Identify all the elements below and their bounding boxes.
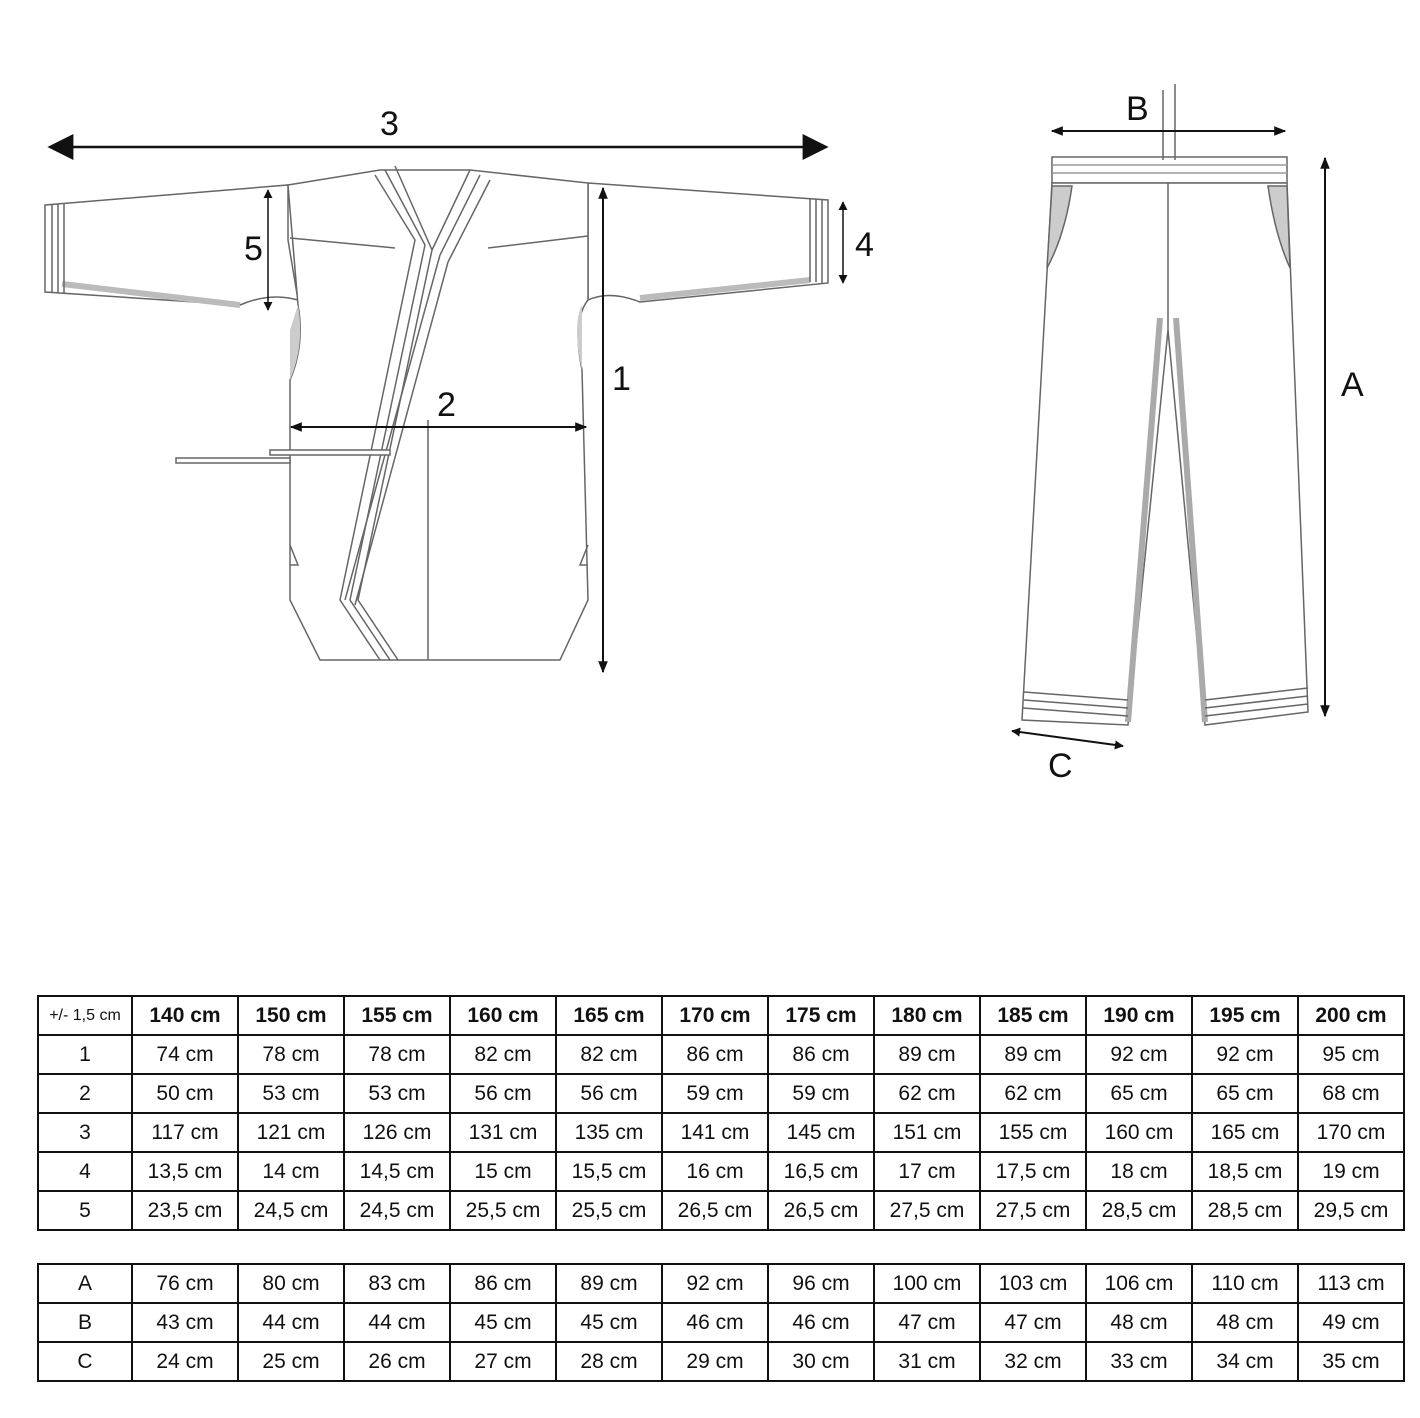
table-cell: 18 cm (1086, 1152, 1192, 1191)
table-cell: 80 cm (238, 1264, 344, 1303)
size-header: 140 cm (132, 996, 238, 1035)
size-header: 185 cm (980, 996, 1086, 1035)
table-cell: 14 cm (238, 1152, 344, 1191)
table-cell: 27,5 cm (980, 1191, 1086, 1230)
table-cell: 145 cm (768, 1113, 874, 1152)
table-cell: 48 cm (1192, 1303, 1298, 1342)
size-header: 155 cm (344, 996, 450, 1035)
table-cell: 27,5 cm (874, 1191, 980, 1230)
table-cell: 47 cm (980, 1303, 1086, 1342)
table-cell: 86 cm (450, 1264, 556, 1303)
table-cell: 59 cm (662, 1074, 768, 1113)
table-row (38, 1303, 1404, 1342)
table-cell: 17 cm (874, 1152, 980, 1191)
table-cell: 68 cm (1298, 1074, 1404, 1113)
table-cell: 44 cm (344, 1303, 450, 1342)
table-cell: 26 cm (344, 1342, 450, 1381)
table-cell: 117 cm (132, 1113, 238, 1152)
table-cell: 96 cm (768, 1264, 874, 1303)
table-cell: 89 cm (874, 1035, 980, 1074)
table-cell: 25,5 cm (450, 1191, 556, 1230)
table-cell: 25,5 cm (556, 1191, 662, 1230)
table-cell: 24,5 cm (238, 1191, 344, 1230)
size-header: 195 cm (1192, 996, 1298, 1035)
row-label: A (38, 1264, 132, 1303)
table-cell: 110 cm (1192, 1264, 1298, 1303)
table-cell: 47 cm (874, 1303, 980, 1342)
table-header-row (38, 996, 1404, 1035)
table-cell: 92 cm (1192, 1035, 1298, 1074)
table-cell: 26,5 cm (768, 1191, 874, 1230)
table-cell: 14,5 cm (344, 1152, 450, 1191)
size-header: 200 cm (1298, 996, 1404, 1035)
table-cell: 76 cm (132, 1264, 238, 1303)
table-cell: 29 cm (662, 1342, 768, 1381)
table-cell: 35 cm (1298, 1342, 1404, 1381)
label-C: C (1048, 747, 1073, 785)
table-cell: 24,5 cm (344, 1191, 450, 1230)
label-B: B (1126, 90, 1149, 128)
size-header: 190 cm (1086, 996, 1192, 1035)
table-cell: 31 cm (874, 1342, 980, 1381)
table-cell: 86 cm (768, 1035, 874, 1074)
row-label: 4 (38, 1152, 132, 1191)
table-cell: 28,5 cm (1086, 1191, 1192, 1230)
tolerance-cell: +/- 1,5 cm (38, 996, 132, 1035)
row-label: 2 (38, 1074, 132, 1113)
label-2: 2 (437, 386, 456, 424)
table-cell: 89 cm (980, 1035, 1086, 1074)
table-cell: 106 cm (1086, 1264, 1192, 1303)
table-cell: 83 cm (344, 1264, 450, 1303)
table-cell: 48 cm (1086, 1303, 1192, 1342)
table-cell: 43 cm (132, 1303, 238, 1342)
row-label: 5 (38, 1191, 132, 1230)
table-cell: 33 cm (1086, 1342, 1192, 1381)
table-cell: 29,5 cm (1298, 1191, 1404, 1230)
table-cell: 82 cm (556, 1035, 662, 1074)
table-cell: 78 cm (238, 1035, 344, 1074)
table-row (38, 1342, 1404, 1381)
table-cell: 26,5 cm (662, 1191, 768, 1230)
table-cell: 103 cm (980, 1264, 1086, 1303)
table-cell: 56 cm (556, 1074, 662, 1113)
table-cell: 30 cm (768, 1342, 874, 1381)
table-cell: 135 cm (556, 1113, 662, 1152)
table-cell: 170 cm (1298, 1113, 1404, 1152)
label-A: A (1341, 366, 1364, 404)
table-cell: 15 cm (450, 1152, 556, 1191)
table-cell: 16,5 cm (768, 1152, 874, 1191)
table-cell: 23,5 cm (132, 1191, 238, 1230)
table-cell: 92 cm (1086, 1035, 1192, 1074)
table-cell: 45 cm (556, 1303, 662, 1342)
table-cell: 25 cm (238, 1342, 344, 1381)
table-cell: 46 cm (662, 1303, 768, 1342)
table-cell: 165 cm (1192, 1113, 1298, 1152)
table-cell: 28,5 cm (1192, 1191, 1298, 1230)
table-cell: 13,5 cm (132, 1152, 238, 1191)
table-cell: 86 cm (662, 1035, 768, 1074)
label-4: 4 (855, 226, 874, 264)
table-cell: 53 cm (344, 1074, 450, 1113)
table-cell: 95 cm (1298, 1035, 1404, 1074)
table-cell: 62 cm (874, 1074, 980, 1113)
table-cell: 92 cm (662, 1264, 768, 1303)
table-cell: 44 cm (238, 1303, 344, 1342)
table-cell: 59 cm (768, 1074, 874, 1113)
table-cell: 16 cm (662, 1152, 768, 1191)
table-row (38, 1113, 1404, 1152)
table-cell: 113 cm (1298, 1264, 1404, 1303)
table-cell: 56 cm (450, 1074, 556, 1113)
size-header: 175 cm (768, 996, 874, 1035)
row-label: C (38, 1342, 132, 1381)
label-5: 5 (244, 230, 263, 268)
table-cell: 49 cm (1298, 1303, 1404, 1342)
table-cell: 17,5 cm (980, 1152, 1086, 1191)
table-row (38, 1152, 1404, 1191)
table-cell: 50 cm (132, 1074, 238, 1113)
table-row (38, 1191, 1404, 1230)
table-cell: 65 cm (1192, 1074, 1298, 1113)
table-row (38, 1035, 1404, 1074)
label-3: 3 (380, 105, 399, 143)
table-cell: 18,5 cm (1192, 1152, 1298, 1191)
size-header: 170 cm (662, 996, 768, 1035)
table-cell: 62 cm (980, 1074, 1086, 1113)
table-cell: 78 cm (344, 1035, 450, 1074)
table-cell: 53 cm (238, 1074, 344, 1113)
jacket-size-table (37, 995, 1405, 1231)
table-cell: 89 cm (556, 1264, 662, 1303)
table-cell: 100 cm (874, 1264, 980, 1303)
row-label: 3 (38, 1113, 132, 1152)
table-cell: 121 cm (238, 1113, 344, 1152)
pants-drawing (1022, 84, 1308, 725)
table-cell: 28 cm (556, 1342, 662, 1381)
table-cell: 32 cm (980, 1342, 1086, 1381)
table-cell: 82 cm (450, 1035, 556, 1074)
table-cell: 19 cm (1298, 1152, 1404, 1191)
row-label: 1 (38, 1035, 132, 1074)
table-cell: 126 cm (344, 1113, 450, 1152)
table-cell: 45 cm (450, 1303, 556, 1342)
size-header: 160 cm (450, 996, 556, 1035)
row-label: B (38, 1303, 132, 1342)
table-cell: 27 cm (450, 1342, 556, 1381)
label-1: 1 (612, 360, 631, 398)
size-header: 165 cm (556, 996, 662, 1035)
table-cell: 160 cm (1086, 1113, 1192, 1152)
size-header: 180 cm (874, 996, 980, 1035)
table-cell: 155 cm (980, 1113, 1086, 1152)
table-cell: 34 cm (1192, 1342, 1298, 1381)
pants-size-table (37, 1263, 1405, 1382)
table-cell: 24 cm (132, 1342, 238, 1381)
size-header: 150 cm (238, 996, 344, 1035)
table-cell: 141 cm (662, 1113, 768, 1152)
table-cell: 74 cm (132, 1035, 238, 1074)
table-cell: 46 cm (768, 1303, 874, 1342)
table-cell: 131 cm (450, 1113, 556, 1152)
table-cell: 15,5 cm (556, 1152, 662, 1191)
table-cell: 151 cm (874, 1113, 980, 1152)
table-cell: 65 cm (1086, 1074, 1192, 1113)
table-row (38, 1074, 1404, 1113)
pants-hem-arrow (1012, 731, 1123, 746)
table-row (38, 1264, 1404, 1303)
